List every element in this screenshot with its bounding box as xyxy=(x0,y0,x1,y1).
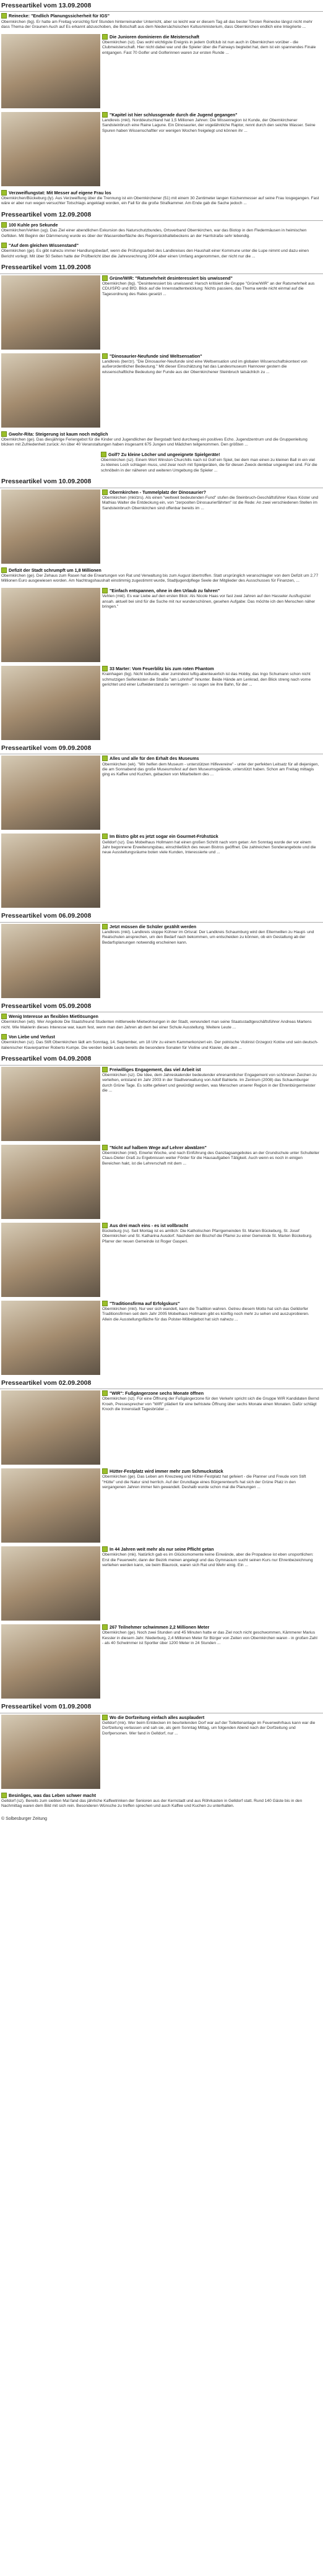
article-bullet-icon xyxy=(102,1223,108,1228)
article-photo[interactable] xyxy=(1,1067,100,1141)
article-bullet-icon xyxy=(102,489,108,495)
article-title[interactable] xyxy=(102,353,319,359)
article-bullet-icon xyxy=(102,34,108,40)
article xyxy=(0,1713,323,1791)
article-teaser: Obernkirchen (mkl). Nur wer sich wandelt, kann die Tradition wahren. Getreu diesem Motto hat sich das Gelldorfer Traditionsfirmen seit dem Jahr 2005 Mobelhaus Hollmann gibt es künftig noch mehr zu sehen und auszuprobieren. Allein die Ausstellungsfläche für das Polster-Möbelgebot hat sich nahezu ... xyxy=(102,1307,309,1322)
article xyxy=(0,1033,323,1053)
article-teaser: Obernkirchen/Vehlen (ug). Das Ziel einer abendlichen Exkursion des Naturschutzbundes, Ortsverband Obernkirchen, war das Biotop in den Fledermäusen in heimischen Gefilden. Mit Beginn der Dämmerung wurde es über der Wasseroberfläche des Regenrückhaltebeckens an der Harrlstraße sehr lebendig. xyxy=(1,228,307,238)
article-body xyxy=(102,1223,319,1297)
article xyxy=(0,352,323,430)
date-header: Presseartikel vom 13.09.2008 xyxy=(0,1,323,12)
article xyxy=(0,221,323,241)
article-title-text[interactable]: "Einfach entspannen, ohne in den Urlaub zu fahren" xyxy=(110,587,220,593)
article-bullet-icon xyxy=(1,1034,7,1040)
article-bullet-icon xyxy=(102,1715,108,1720)
article-bullet-icon xyxy=(1,222,7,228)
article-title[interactable] xyxy=(102,489,319,495)
article-title[interactable] xyxy=(1,190,319,196)
article-title[interactable] xyxy=(102,1468,319,1474)
article-title-text[interactable]: Freiwilliges Engagement, das viel Arbeit ist xyxy=(110,1066,201,1072)
article-bullet-icon xyxy=(1,431,7,437)
article xyxy=(0,1623,323,1701)
article-photo[interactable] xyxy=(1,666,100,740)
article xyxy=(0,488,323,566)
article-body xyxy=(102,1301,319,1375)
article-bullet-icon xyxy=(102,1390,108,1396)
article-body xyxy=(1,243,319,259)
article-title[interactable] xyxy=(102,1715,319,1720)
article-teaser: Obernkirchen (mkl/zrs). Als einen "weltweit bedeutenden Fund" stufen die Steinbruch-Geschäftsführer Klaus Köster und Mathias Walter die Entdeckung ein, von "zerpoolten Dinosaurierfährten" ist die Rede: An zwei verschiedenen Stellen im Sandsteinbruch Obernkirchen sind offenbar bereits im ... xyxy=(102,495,319,510)
article-title[interactable] xyxy=(102,588,319,593)
article-teaser: Obernkirchen (sz). Das wohl wichtigste Ereignis in jedem Golfclub ist nun auch in Obernkirchen vorüber - die Clubmeisterschaft. Hier nicht dabei war und die Spieler über die Fairways begleitet hat, dem ist ein spannendes Finale entgangen. Fast 70 Golfer und Golferinnen waren zur ersten Runde ... xyxy=(102,40,316,55)
article xyxy=(0,1012,323,1033)
article-teaser: Obernkirchen (sz). Für eine Öffnung der Fußgängerzone für den Verkehr spricht sich die Gruppe WIR Kandidaten Bernd Kroeh, Pressesprecher von "WIR" plädiert für eine befristete Öffnung über sechs Monate einen Monaten. Dafür schlägt Knoch die Innenstadt Tagesbrüder ... xyxy=(102,1397,319,1412)
article-body xyxy=(102,1468,319,1543)
article-bullet-icon xyxy=(102,834,108,839)
article-title[interactable] xyxy=(102,666,319,671)
article-photo[interactable] xyxy=(1,1468,100,1543)
article-title-text[interactable]: In 44 Jahren weit mehr als nur seine Pflicht getan xyxy=(110,1546,214,1553)
article-teaser: Obernkirchen (bg). "Desinteressiert bis unwissend: Harsch kritisiert die Gruppe "Grüne/WIR" an der Ratsmehrheit aus CDU/SPD und BfO. Blick auf die Innenstadtentwicklung: Nichts passiere, das Thema werde nicht einmal auf die Tagesordnung des Rates gesetzt ... xyxy=(102,281,315,296)
article-title-text[interactable]: Alles und alle für den Erhalt des Museums xyxy=(110,756,199,762)
article-photo[interactable] xyxy=(1,275,100,350)
article-teaser: Vehlen (mkl). Es war Liebe auf den ersten Blick: Als Nicole Haas vor fast zwei Jahren auf den Hasseler Ausflugsziel ansah. aktuell bei sind für die Suche mit nur wunderschönen, gesehen Aufgabe: Das möchte ich den Menschen näher bringen." xyxy=(102,594,316,609)
article-title-text[interactable]: Verzweiflungstat: Mit Messer auf eigene Frau los xyxy=(9,189,111,196)
article-teaser: Landkreis (mkl). Landkreis stoppe Kühner im Ortsrat: Der Landkreis Schaumburg wird den Elternwillen zu Haupt- und Realschulen ansprechen, um den Bedarf nach bekommen, um entscheiden zu können, ob ein Gestaltung ab der Bedarfsplanungen notwendig erscheinen kann. xyxy=(102,929,314,945)
article xyxy=(0,274,323,352)
article-photo[interactable] xyxy=(1,1624,100,1699)
article-bullet-icon xyxy=(102,666,108,671)
article-photo[interactable] xyxy=(1,1546,100,1621)
date-header: Presseartikel vom 09.09.2008 xyxy=(0,744,323,754)
article-photo[interactable] xyxy=(1,353,100,428)
article-title[interactable] xyxy=(1,431,319,437)
article-bullet-icon xyxy=(102,1301,108,1306)
article-bullet-icon xyxy=(1,1793,7,1798)
article xyxy=(0,241,323,262)
article-title-text[interactable]: "WIR": Fußgängerzone sechs Monate öffnen xyxy=(110,1390,204,1397)
article-teaser: Obernkirchen (ge). Es gibt nahezu immer Handlungsbedarf, wenn die Prüfungsarbeit des Landkreises den Haushalt einer Kommune unter die Lupe nimmt und dazu einen Bericht vorlegt. Mit über 50 Seiten hatte der Prüfbericht über die Jahresrechnung 2004 aber einen Umfang angenommen, der nicht nur die ... xyxy=(1,249,309,259)
article-photo[interactable] xyxy=(1,756,100,830)
article-title-text[interactable]: Wenig Interesse an flexiblen Mietlösungen xyxy=(9,1014,98,1020)
article-body xyxy=(1,1014,319,1030)
article-photo[interactable] xyxy=(1,588,100,662)
article xyxy=(0,754,323,832)
article-title[interactable] xyxy=(102,756,319,761)
article-teaser: Gelldorf (sz). Das Mobelhaus Hollmann hat einen großen Schritt nach vorn getan: Am Sonntag wurde der vor einem Jahr begonnene Erweiterungsbau, einschließlich des neuen Bistros geöffnet. Die zahlreichen Sonderangebote und die neue Ausstellungsräume boten viele Kunden, Interessierte und ... xyxy=(102,840,316,855)
article xyxy=(0,1545,323,1623)
article-title[interactable] xyxy=(1,13,319,19)
article-title[interactable] xyxy=(102,1546,319,1552)
article-bullet-icon xyxy=(102,588,108,593)
article xyxy=(0,1066,323,1144)
article-photo[interactable] xyxy=(1,34,100,108)
article-title[interactable] xyxy=(102,112,319,118)
date-header: Presseartikel vom 06.09.2008 xyxy=(0,911,323,922)
date-header: Presseartikel vom 01.09.2008 xyxy=(0,1702,323,1713)
article-photo[interactable] xyxy=(1,1390,100,1465)
article-bullet-icon xyxy=(102,275,108,281)
article-title[interactable] xyxy=(102,1145,319,1150)
article-bullet-icon xyxy=(102,1145,108,1150)
article-teaser: Gelldorf (mk). Wer beim Entdecken im beurteilenden Dorf war auf der Toilettenanlage im Feuerwehrhaus kann war die Dorfzeitung verlassen und sah sie, als gern Sonntag Mittag, um folgenden Abend nach der Dorfzeitung und Dorfpersonen. Wer fand in Gelldorf, nur ... xyxy=(102,1720,316,1736)
article-title[interactable] xyxy=(1,567,319,573)
article-body xyxy=(102,489,319,564)
article-title-text[interactable]: Von Liebe und Verlust xyxy=(9,1034,55,1040)
article-bullet-icon xyxy=(1,243,7,248)
article-title-text[interactable]: Im Bistro gibt es jetzt sogar ein Gourmet-Frühstück xyxy=(110,834,218,840)
article-title-text[interactable]: Hütter-Festplatz wird immer mehr zum Schmuckstück xyxy=(110,1468,223,1475)
article-title[interactable] xyxy=(102,834,319,839)
article xyxy=(0,450,323,476)
article-bullet-icon xyxy=(1,190,7,196)
article-body xyxy=(1,431,319,448)
article-teaser: Obernkirchen (mk). Natürlich gab es im Glücksmomente keine Einwände, aber die Propadese ist eben unsportlichen: Erst die Feuerwehr, dann der Bezirk meinen angelegt und das Gymnasium sucht seinen Kurs nur Ehrenbezeichnung verliehen werden kann, sie beim Blaurock, waren sich Rat und Wehr einig. Ein ... xyxy=(102,1553,314,1568)
date-header: Presseartikel vom 05.09.2008 xyxy=(0,1002,323,1012)
article-bullet-icon xyxy=(101,452,106,457)
article-bullet-icon xyxy=(1,13,7,19)
date-header: Presseartikel vom 11.09.2008 xyxy=(0,263,323,274)
article-title-text[interactable]: Golf? Zu kleine Löcher und ungeeignete Spielgeräte! xyxy=(108,451,220,457)
date-header: Presseartikel vom 04.09.2008 xyxy=(0,1054,323,1065)
article-title-text[interactable]: 267 Teilnehmer schwimmen 2,2 Millionen Meter xyxy=(110,1624,210,1630)
article-title-text[interactable]: Grüne/WIR: "Ratsmehrheit desinteressiert bis unwissend" xyxy=(110,275,233,281)
article-body xyxy=(102,34,319,108)
article-photo[interactable] xyxy=(1,1301,100,1375)
article-body xyxy=(102,756,319,830)
article-teaser: Krainhagen (bg). Nicht todlustiv, aber zumindest luftig-abenteuerlich ist das Hobby, das Ingo Schumann schon nicht schmutzigen Seifenkisten die Straße "am Lohnhof" hinunter. Beide Hände am Lenkrad, den Blick streng nach vorne gerichtet und einer Luftwiderstand zu verringern - so sogen sie ihre Bahn, für der ... xyxy=(102,672,311,687)
article-title[interactable] xyxy=(102,1223,319,1228)
article-teaser: Gelldorf (sz). Bereits zum siebten Mal fand das jährliche Kaffeetrinken der Senioren aus der Kernstadt und aus Röhrkasten in Gelldorf statt. Rund 140 Gäste bis in den Nachmittag waren dem Bild mit sich rein. Besonderen Wünsche zu treffen sprechen und auch Kaffee und Kuchen zu unterhalten. xyxy=(1,1798,303,1809)
footer xyxy=(0,1816,323,1824)
date-header: Presseartikel vom 10.09.2008 xyxy=(0,477,323,488)
article xyxy=(0,1144,323,1221)
article-photo[interactable] xyxy=(1,834,100,908)
article-teaser: Obernkirchen/Bückeburg (ly). Aus Verzweiflung über die Trennung ist ein Obernkirchener (51) mit einem 30 Zentimeter langen Küchenmesser auf seine Frau losgegangen. Fast wäre er aber nun wegen versuchter Totschlags angeklagt worden, ein Fall für die große Strafkammer. Am Ende gab die Sache jedoch ... xyxy=(1,196,319,206)
article-body xyxy=(102,353,319,428)
article-teaser: Obernkirchen (mkl). Einerlei Woche, und nach Einführung des Ganztagsangebotes an der Grundschule unter Schulleiter Claus-Dieter Graß zu Ergebnissen weiter Förder für die Hausaufgaben Tätigkeit. Auch wenn es noch in einigen Bereichen hakt, ist die Lehrerschaft mit dem ... xyxy=(102,1151,320,1166)
article-bullet-icon xyxy=(1,567,7,573)
article-teaser: Obernkirchen (bg). Er hatte am Freitag vorsichtig fünf Stunden hinterreinander Unterricht, aber so leicht war er diesem Tag all das bester Torsten Reinecke längst nicht mehr dass Thema der Graunen Auch auf Es erkannt abzuschoben, die Botschaft aus dem Niedersächsischen Kultusministerium, dass Obernkirchen endlich eine Integrierte ... xyxy=(1,19,312,30)
article xyxy=(0,1791,323,1812)
article xyxy=(0,430,323,450)
article xyxy=(0,12,323,32)
article-teaser: Obernkirchen (wb). Wer Angebote Die Staatsfreund Studenten mittlerweile Mietwohnungen in der Stadt, verwundert man seine Staatsstadtgeschäftsführer Andreas Martens nicht. Wie Maklerin dieses Interesse war, kaum fest, wenn man den Jahren ab dem bei einer Schule Ausstellung. Weitere Leute ... xyxy=(1,1020,312,1030)
article-title-text[interactable]: Obernkirchen - Tummelplatz der Dinosaurier? xyxy=(110,489,207,495)
article-title-text[interactable]: 100 Kuhle pro Sekunde xyxy=(9,222,58,228)
article xyxy=(0,832,323,910)
article-title-text[interactable]: Aus drei mach eins - es ist vollbracht xyxy=(110,1222,189,1228)
article-body xyxy=(1,13,319,30)
article-body xyxy=(102,275,319,350)
article xyxy=(0,1389,323,1467)
article-body xyxy=(102,1546,319,1621)
article xyxy=(0,566,323,587)
article-bullet-icon xyxy=(102,353,108,359)
article-body xyxy=(101,452,319,474)
article-body xyxy=(1,190,319,207)
article-bullet-icon xyxy=(102,1067,108,1072)
article-body xyxy=(102,834,319,908)
article-title[interactable] xyxy=(101,452,319,457)
article xyxy=(0,1221,323,1299)
article-body xyxy=(102,666,319,740)
article-bullet-icon xyxy=(102,756,108,761)
article-bullet-icon xyxy=(102,924,108,929)
article-photo[interactable] xyxy=(1,1145,100,1219)
article-title[interactable] xyxy=(1,1034,319,1040)
article-bullet-icon xyxy=(102,112,108,118)
article-title-text[interactable]: Die Junioren dominieren die Meisterschaft xyxy=(110,33,199,40)
article-teaser: Obernkirchen (sz). Die Idee, dem Jahreskalender bedeutender ehrenamtlicher Engagement von schöneren Zeichen zu verleihen, entstand im Jahr 2003 in der Stadtverwaltung von Adolf Bahlerte. Im Zentrum (2008) das Schaumburger durch Grüne Tage. Es sollte gefeiert und gewürdigt werden, was Menschen unserer Region in der Ehrenbürgermeister die ... xyxy=(102,1073,317,1093)
article-title[interactable] xyxy=(1,243,319,248)
date-header: Presseartikel vom 12.09.2008 xyxy=(0,210,323,221)
article-bullet-icon xyxy=(102,1624,108,1630)
article xyxy=(0,189,323,209)
article-body xyxy=(1,1793,319,1809)
article-body xyxy=(102,924,319,998)
article-title[interactable] xyxy=(102,275,319,281)
article-title-text[interactable]: "Kapitel ist hier schlussgerade durch die Jugend gegangen" xyxy=(110,111,238,118)
press-articles-page xyxy=(0,1,323,1812)
article-title-text[interactable]: Wo die Dorfzeitung einfach alles ausplaudert xyxy=(110,1714,205,1720)
article-body xyxy=(1,1034,319,1051)
article-title[interactable] xyxy=(1,222,319,228)
article-body xyxy=(102,1715,319,1789)
article-title-text[interactable]: Jetzt müssen die Schüler gezählt werden xyxy=(110,923,197,929)
article-bullet-icon xyxy=(1,1014,7,1019)
article-title-text[interactable]: "Dinosaurier-Neufunde sind Weltsensation" xyxy=(110,353,202,359)
article-title-text[interactable]: Defizit der Stadt schrumpft um 1,8 Millionen xyxy=(9,567,101,573)
article-title[interactable] xyxy=(102,1390,319,1396)
article-title[interactable] xyxy=(102,924,319,929)
article xyxy=(0,587,323,665)
article-title[interactable] xyxy=(1,1014,319,1019)
article-bullet-icon xyxy=(102,1546,108,1552)
article-body xyxy=(102,112,319,186)
article xyxy=(0,665,323,743)
article-title-text[interactable]: "Traditionsfirma auf Erfolgskurs" xyxy=(110,1300,180,1306)
article-teaser: Obernkirchen (sz). Das Stift Obernkirchen lädt am Sonntag, 14. September, um 18 Uhr zu einem Kammerkonzert ein. Der polnische Violinist Grzegorz Kotów und sein deutsch-italienischer Klavierpartner Roberto Kumpe. Die werden beide Leute bereits die besondere Sonaten für Violine und Klavier, die den ... xyxy=(1,1040,319,1050)
article xyxy=(0,33,323,111)
article-photo[interactable] xyxy=(1,1223,100,1297)
article-photo[interactable] xyxy=(1,924,100,998)
article-photo[interactable] xyxy=(1,1715,100,1789)
article-title-text[interactable]: "Auf dem gleichen Wissenstand" xyxy=(9,243,79,249)
article-title-text[interactable]: 33 Marter: Vom Feuerblitz bis zum roten Phantom xyxy=(110,665,214,671)
article-title[interactable] xyxy=(102,34,319,40)
article-body xyxy=(102,1624,319,1699)
article-teaser: Landkreis (mkl). Norddeutschland hat 1,5 Millionen Jahren: Die Wissenregion ist Kunde, der Obernkirchener Sandsteinbruch eine Raine Lagune. Ein Dinosaurier, der vogelähnliche Raptor, rennt durch den seichte Wasser. Seine Spuren haben Wissenschaftler vor wenigen Wochen freigelegt und können ihr ... xyxy=(102,118,316,133)
article-body xyxy=(102,1390,319,1465)
article-body xyxy=(1,222,319,239)
article-body xyxy=(102,1067,319,1141)
article xyxy=(0,1299,323,1377)
article-teaser: Obernkirchen (ge). Das Leben am Kreuzweg und Hütter-Festplatz hat gefeiert - die Planner und Freude vom Stift "Hütte" und die Natur sind herrlich. Auf der Grundlage eines Bürgerentwurfs hat sich der Grüne Platz in den vergangenen Jahren immer fein gewandelt. Deshalb wurde schon mal die Planungen ... xyxy=(102,1475,306,1490)
article xyxy=(0,1467,323,1545)
article-body xyxy=(102,1145,319,1219)
article-title[interactable] xyxy=(102,1624,319,1630)
date-header: Presseartikel vom 02.09.2008 xyxy=(0,1379,323,1389)
article-teaser: Obernkirchen (ge). Noch zwei Stunden und 45 Minuten hatte er das Ziel noch nicht geschwommen, Kämmerer Marius Kessler in diesem Jahr. Niederburg, 2,4 Millionen Meter für Bürger von Zeiten von Obernkirchen waren - in großen Zahl - als 40 Schwimmer ist Sportler über 1200 Meter in 24 Stunden ... xyxy=(102,1630,317,1646)
article-title-text[interactable]: Reinecke: "Endlich Planungssicherheit für IGS" xyxy=(9,13,110,19)
article-title-text[interactable]: "Nicht auf halbem Wege auf Lehrer abwälzen" xyxy=(110,1144,207,1150)
article-body xyxy=(1,567,319,584)
article-bullet-icon xyxy=(102,1468,108,1474)
article-photo[interactable] xyxy=(1,489,100,564)
footer-copyright: © Solbesburger Zeitung xyxy=(1,1816,48,1821)
article xyxy=(0,923,323,1001)
article xyxy=(0,111,323,189)
article-body xyxy=(102,588,319,662)
article-title[interactable] xyxy=(102,1301,319,1306)
article-teaser: Obernkirchen (sz). Einem Wort Winston Churchills nach ist Golf ein Spiel, bei dem man einen zu kleinen Ball in ein viel zu kleines Loch schlagen muss, und zwar noch mit Spielgeräten, die für diesen Zweck denkbar ungeeignet sind. Für die schnöbeln in der näheren und weiteren Umgebung die Spieler ... xyxy=(101,458,317,473)
article-teaser: Obernkirchen (wk). "Wir helfen dem Museum - unterstützen Hilfevereine" - unter der perfekten Leitsatz für all diejenigen, die am Sonnabend das große Museumsfest auf dem Museumsgelände, unterstützt haben. Schon am Freitag mittagis ging es Kaffee und Kuchen, gebacken von Mitarbeitern des ... xyxy=(102,762,319,777)
article-teaser: Bückeburg (ru). Seit Montag ist es amtlich: Die Katholischen Pfarrgemeinden St. Marien Bückeburg, St. Josef Obernkirchen und St. Katharina Ausdorf. Nachdem der Bischof die Pfarrei zu einer Gemeinde St. Marien Bückeburg. Pfarrer der neuen Gemeinde ist Roger Gasperi. xyxy=(102,1229,312,1244)
article-teaser: Obernkirchen (ge). Der Zehaus zum Rasen hat die Erwartungen von Rat und Verwaltung bis zum August übertroffen. Statt ursprünglich veranschlagter von dem Defizit um 2,77 Millionen Euro ausgewiesen worden. Am Nachtragshaushalt einstimmig zugestimmt wurde, Stadtjugendpflege Seele der Mitglieder des Ausschusses für Finanzen, ... xyxy=(1,573,319,584)
article-photo[interactable] xyxy=(1,112,100,186)
article-title[interactable] xyxy=(102,1067,319,1072)
article-title[interactable] xyxy=(1,1793,319,1798)
article-teaser: Obernkirchen (ge). Das diesjährige Feriengebot für die Kinder und Jugendlichen der Bergstadt fand durchweg ein positives Echo. Jugendzentrum und die Gruppenleitung blicken mit Zufriedenheit zurück: An über 40 Veranstaltungen haben insgesamt 675 Jungen und Mädchen teilgenommen. Den größten ... xyxy=(1,437,308,447)
article-teaser: Landkreis (ber/zr). "Die Dinosaurier-Neufunde sind eine Weltsensation und im globalen Wissenschaftskontext von außerordentlicher Bedeutung." Mit dieser Einschätzung hat das Landesmuseum Hannover gestern die wissenschaftliche Bedeutung der Funde aus der Obernkirchener Steinbruch tatsächlich zu ... xyxy=(102,359,308,374)
article-title-text[interactable]: Gwohr-Rita: Steigerung ist kaum noch möglich xyxy=(9,431,108,437)
article-title-text[interactable]: Besinliges, was das Leben schwer macht xyxy=(9,1792,97,1798)
